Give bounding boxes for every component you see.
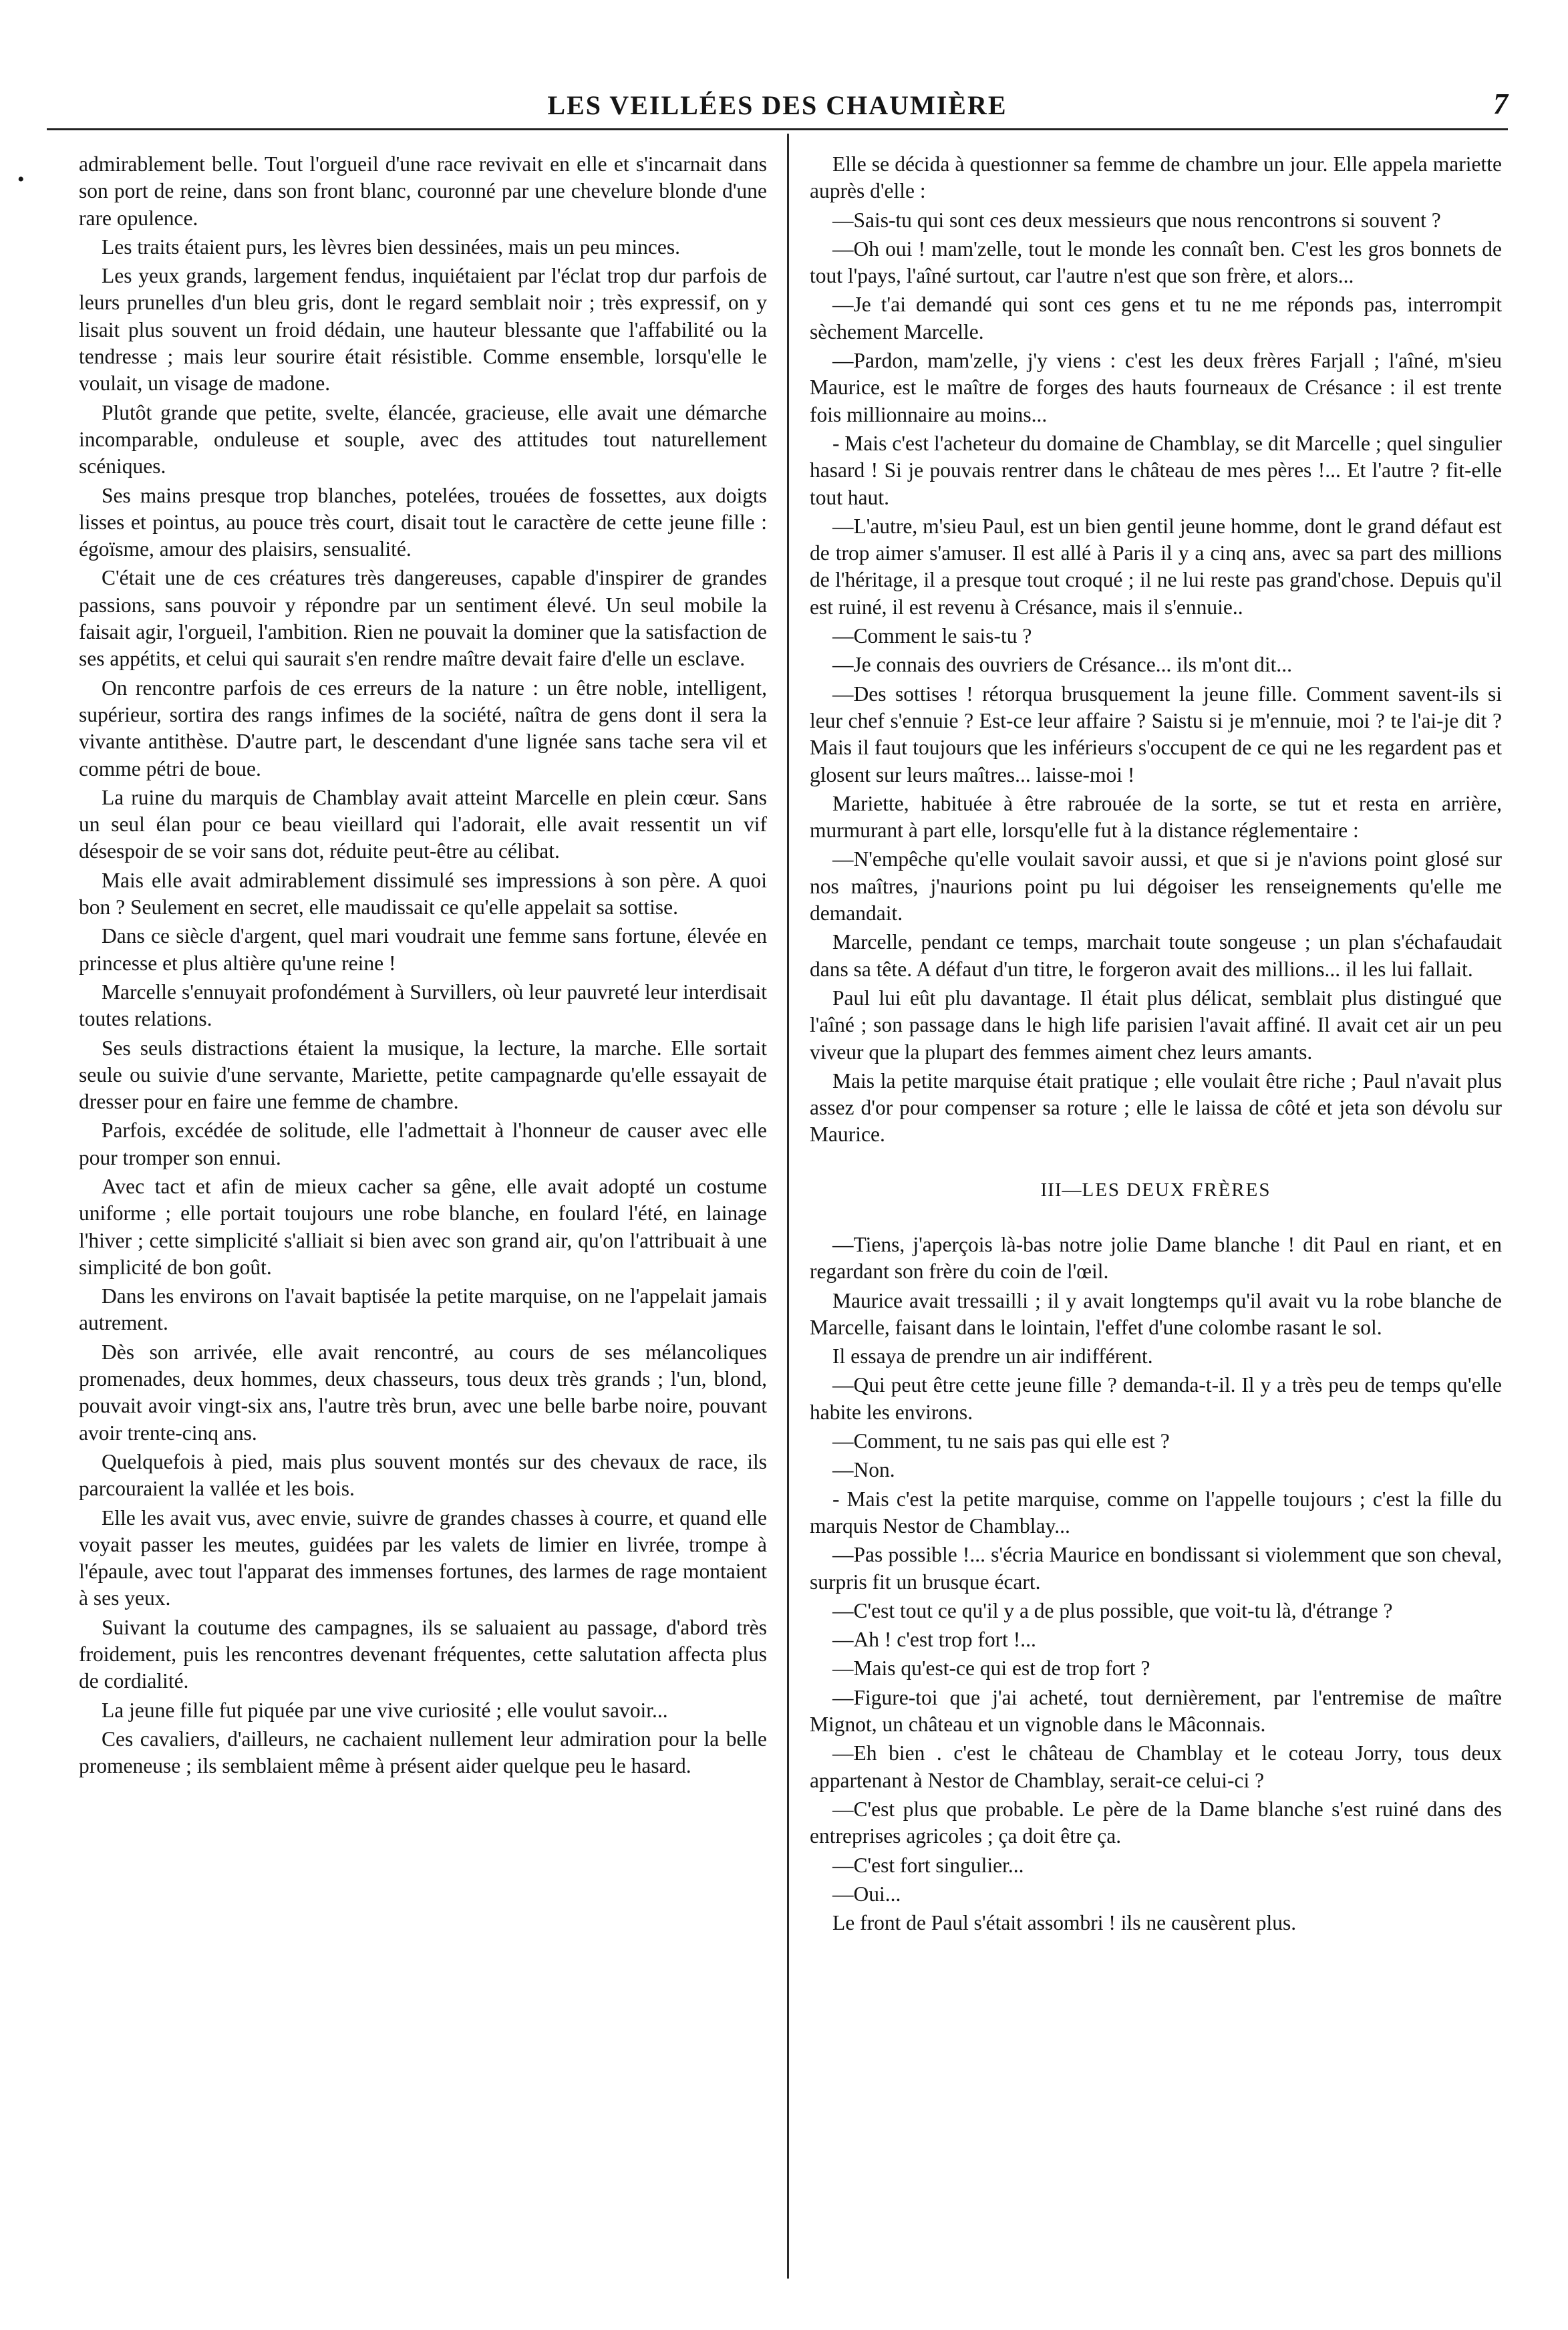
margin-mark-icon: • xyxy=(17,168,25,190)
paragraph: admirablement belle. Tout l'orgueil d'une race revivait en elle et s'incarnait dans son port de reine, dans son front blanc, couronné par une chevelure blonde d'une rare opulence. xyxy=(79,152,767,230)
paragraph: Plutôt grande que petite, svelte, élancée, gracieuse, elle avait une démarche incomparable, onduleuse et souple, avec des attitudes tout naturellement scéniques. xyxy=(79,400,767,478)
paragraph: Mariette, habituée à être rabrouée de la sorte, se tut et resta en arrière, murmurant à part elle, lorsqu'elle fut à la distance réglementaire : xyxy=(810,791,1502,843)
paragraph: Les yeux grands, largement fendus, inquiétaient par l'éclat trop dur parfois de leurs prunelles d'un bleu gris, dont le regard semblait noir ; très expressif, on y lisait plus souvent un froid dédain, une hauteur blessante que l'affabilité ou la tendresse ; mais leur sourire était résistible. Comme ensemble, lorsqu'elle le voulait, un visage de madone. xyxy=(79,264,767,396)
paragraph: Dès son arrivée, elle avait rencontré, au cours de ses mélancoliques promenades, deux hommes, deux chasseurs, tous deux très grands ; l'un, blond, pouvait avoir vingt-six ans, l'autre très brun, avec une belle barbe noire, pouvant avoir trente-cinq ans. xyxy=(79,1340,767,1445)
paragraph: —C'est plus que probable. Le père de la Dame blanche s'est ruiné dans des entreprises agricoles ; ça doit être ça. xyxy=(810,1797,1502,1848)
paragraph: Elle les avait vus, avec envie, suivre de grandes chasses à courre, et quand elle voyait passer les meutes, guidées par les valets de limier en livrée, trompe à l'épaule, avec tout l'apparat des immenses fortunes, des larmes de rage montaient à ses yeux. xyxy=(79,1505,767,1610)
paragraph: Avec tact et afin de mieux cacher sa gêne, elle avait adopté un costume uniforme ; elle portait toujours une robe blanche, en foulard l'été, en lainage l'hiver ; cette simplicité s'alliait si bien avec son grand air, qu'on l'attribuait à une simplicité de bon goût. xyxy=(79,1174,767,1279)
paragraph: - Mais c'est l'acheteur du domaine de Chamblay, se dit Marcelle ; quel singulier hasard ! Si je pouvais rentrer dans le château de mes pères !... Et l'autre ? fit-elle tout haut. xyxy=(810,431,1502,509)
paragraph: —Eh bien . c'est le château de Chamblay et le coteau Jorry, tous deux appartenant à Nestor de Chamblay, serait-ce celui-ci ? xyxy=(810,1741,1502,1792)
publication-title: LES VEILLÉES DES CHAUMIÈRE xyxy=(547,90,1007,120)
paragraph: —C'est fort singulier... xyxy=(832,1853,1024,1877)
paragraph: —Comment le sais-tu ? xyxy=(832,624,1032,648)
section-title: LES DEUX FRÈRES xyxy=(1082,1179,1271,1201)
paragraph: La ruine du marquis de Chamblay avait atteint Marcelle en plein cœur. Sans un seul élan pour ce beau vieillard qui l'adorait, elle avait ressentit un vif désespoir de se voir sans dot, réduite peut-être au célibat. xyxy=(79,785,767,863)
paragraph: Paul lui eût plu davantage. Il était plus délicat, semblait plus distingué que l'aîné ; son passage dans le high life parisien l'avait affiné. Il avait cet air un peu viveur que la plupart des femmes aiment chez leurs amants. xyxy=(810,986,1502,1064)
paragraph: —C'est tout ce qu'il y a de plus possible, que voit-tu là, d'étrange ? xyxy=(832,1598,1393,1622)
paragraph: Ses seuls distractions étaient la musique, la lecture, la marche. Elle sortait seule ou suivie d'une servante, Mariette, petite campagnarde qu'elle essayait de dresser pour en faire une femme de chambre. xyxy=(79,1036,767,1114)
paragraph: —Comment, tu ne sais pas qui elle est ? xyxy=(832,1429,1170,1453)
paragraph: —Mais qu'est-ce qui est de trop fort ? xyxy=(832,1656,1150,1681)
paragraph: On rencontre parfois de ces erreurs de la nature : un être noble, intelligent, supérieur, sortira des rangs infimes de la société, naîtra de gens dont il sera la vivante antithèse. D'autre part, le descendant d'une lignée sans tache sera vil et comme pétri de boue. xyxy=(79,676,767,780)
paragraph: Quelquefois à pied, mais plus souvent montés sur des chevaux de race, ils parcouraient la vallée et les bois. xyxy=(79,1449,767,1501)
right-column xyxy=(810,151,1502,1938)
paragraph: Les traits étaient purs, les lèvres bien dessinées, mais un peu minces. xyxy=(102,235,681,259)
column-divider xyxy=(787,134,789,2279)
page-header xyxy=(47,86,1508,130)
paragraph: Mais la petite marquise était pratique ; elle voulait être riche ; Paul n'avait plus assez d'or pour compenser sa roture ; elle le laissa de côté et jeta son dévolu sur Maurice. xyxy=(810,1068,1502,1147)
paragraph: —Non. xyxy=(832,1458,895,1482)
paragraph: —Je t'ai demandé qui sont ces gens et tu ne me réponds pas, interrompit sèchement Marcelle. xyxy=(810,293,1502,343)
paragraph: Il essaya de prendre un air indifférent. xyxy=(832,1344,1153,1368)
paragraph: —N'empêche qu'elle voulait savoir aussi, et que si je n'avions point glosé sur nos maîtres, j'naurions point pu lui dégoiser les renseignements qu'elle me demandait. xyxy=(810,847,1502,925)
paragraph: —Qui peut être cette jeune fille ? demanda-t-il. Il y a très peu de temps qu'elle habite les environs. xyxy=(810,1373,1502,1424)
paragraph: Ses mains presque trop blanches, potelées, trouées de fossettes, aux doigts lisses et pointus, au pouce très court, disait tout le caractère de cette jeune fille : égoïsme, amour des plaisirs, sensualité. xyxy=(79,483,767,561)
paragraph: Elle se décida à questionner sa femme de chambre un jour. Elle appela mariette auprès d'elle : xyxy=(810,152,1502,203)
paragraph: - Mais c'est la petite marquise, comme on l'appelle toujours ; c'est la fille du marquis Nestor de Chamblay... xyxy=(810,1487,1502,1538)
paragraph: —Ah ! c'est trop fort !... xyxy=(832,1628,1036,1652)
paragraph: C'était une de ces créatures très dangereuses, capable d'inspirer de grandes passions, sans pouvoir y répondre par un sentiment élevé. Un seul mobile la faisait agir, l'orgueil, l'ambition. Rien ne pouvait la dominer que la satisfaction de ses appétits, et celui qui saurait s'en rendre maître devait faire d'elle un esclave. xyxy=(79,566,767,671)
paragraph: —Des sottises ! rétorqua brusquement la jeune fille. Comment savent-ils si leur chef s'ennuie ? Est-ce leur affaire ? Saistu si je m'ennuie, moi ? te l'ai-je dit ? Mais il faut toujours que les inférieurs s'occupent de ce qui ne les regardent pas et glosent sur leurs maîtres... laisse-moi ! xyxy=(810,682,1502,786)
paragraph: —Je connais des ouvriers de Crésance... ils m'ont dit... xyxy=(832,653,1293,677)
paragraph: Mais elle avait admirablement dissimulé ses impressions à son père. A quoi bon ? Seulement en secret, elle maudissait ce qu'elle appelait sa sottise. xyxy=(79,868,767,919)
section-number: III— xyxy=(1040,1179,1082,1201)
paragraph: Le front de Paul s'était assombri ! ils ne causèrent plus. xyxy=(832,1911,1297,1935)
paragraph: —Pas possible !... s'écria Maurice en bondissant si violemment que son cheval, surpris fit un brusque écart. xyxy=(810,1543,1502,1594)
paragraph: —L'autre, m'sieu Paul, est un bien gentil jeune homme, dont le grand défaut est de trop aimer s'amuser. Il est allé à Paris il y a cinq ans, avec sa part des millions de l'héritage, il a presque tout croqué ; il ne lui reste pas grand'chose. Depuis qu'il est ruiné, il est revenu à Crésance, mais il s'ennuie.. xyxy=(810,514,1502,619)
paragraph: La jeune fille fut piquée par une vive curiosité ; elle voulut savoir... xyxy=(102,1698,668,1722)
section-heading xyxy=(810,1177,1502,1203)
paragraph: Maurice avait tressailli ; il y avait longtemps qu'il avait vu la robe blanche de Marcelle, faisant dans le lointain, l'effet d'une colombe rasant le sol. xyxy=(810,1288,1502,1339)
paragraph: —Oui... xyxy=(832,1882,901,1906)
paragraph: Dans ce siècle d'argent, quel mari voudrait une femme sans fortune, élevée en princesse et plus altière qu'une reine ! xyxy=(79,924,767,975)
paragraph: —Figure-toi que j'ai acheté, tout dernièrement, par l'entremise de maître Mignot, un château et un vignoble dans le Mâconnais. xyxy=(810,1685,1502,1737)
paragraph: Marcelle s'ennuyait profondément à Survillers, où leur pauvreté leur interdisait toutes relations. xyxy=(79,980,767,1031)
paragraph: Suivant la coutume des campagnes, ils se saluaient au passage, d'abord très froidement, puis les rencontres devenant fréquentes, cette salutation affecta plus de cordialité. xyxy=(79,1615,767,1693)
paragraph: Dans les environs on l'avait baptisée la petite marquise, on ne l'appelait jamais autrement. xyxy=(79,1284,767,1335)
paragraph: Ces cavaliers, d'ailleurs, ne cachaient nullement leur admiration pour la belle promeneuse ; ils semblaient même à présent aider quelque peu le hasard. xyxy=(79,1727,767,1778)
paragraph: —Oh oui ! mam'zelle, tout le monde les connaît ben. C'est les gros bonnets de tout l'pays, l'aîné surtout, car l'autre n'est que son frère, et alors... xyxy=(810,237,1502,288)
left-column xyxy=(79,151,767,1782)
page-number: 7 xyxy=(1493,88,1508,120)
paragraph: —Sais-tu qui sont ces deux messieurs que nous rencontrons si souvent ? xyxy=(832,208,1441,232)
paragraph: —Pardon, mam'zelle, j'y viens : c'est les deux frères Farjall ; l'aîné, m'sieu Maurice, est le maître de forges des hauts fourneaux de Crésance : il est trente fois millionnaire au moins... xyxy=(810,349,1502,426)
paragraph: Parfois, excédée de solitude, elle l'admettait à l'honneur de causer avec elle pour tromper son ennui. xyxy=(79,1119,767,1169)
paragraph: Marcelle, pendant ce temps, marchait toute songeuse ; un plan s'échafaudait dans sa tête. A défaut d'un titre, le forgeron avait des millions... il les lui fallait. xyxy=(810,930,1502,981)
paragraph: —Tiens, j'aperçois là-bas notre jolie Dame blanche ! dit Paul en riant, et en regardant son frère du coin de l'œil. xyxy=(810,1232,1502,1284)
